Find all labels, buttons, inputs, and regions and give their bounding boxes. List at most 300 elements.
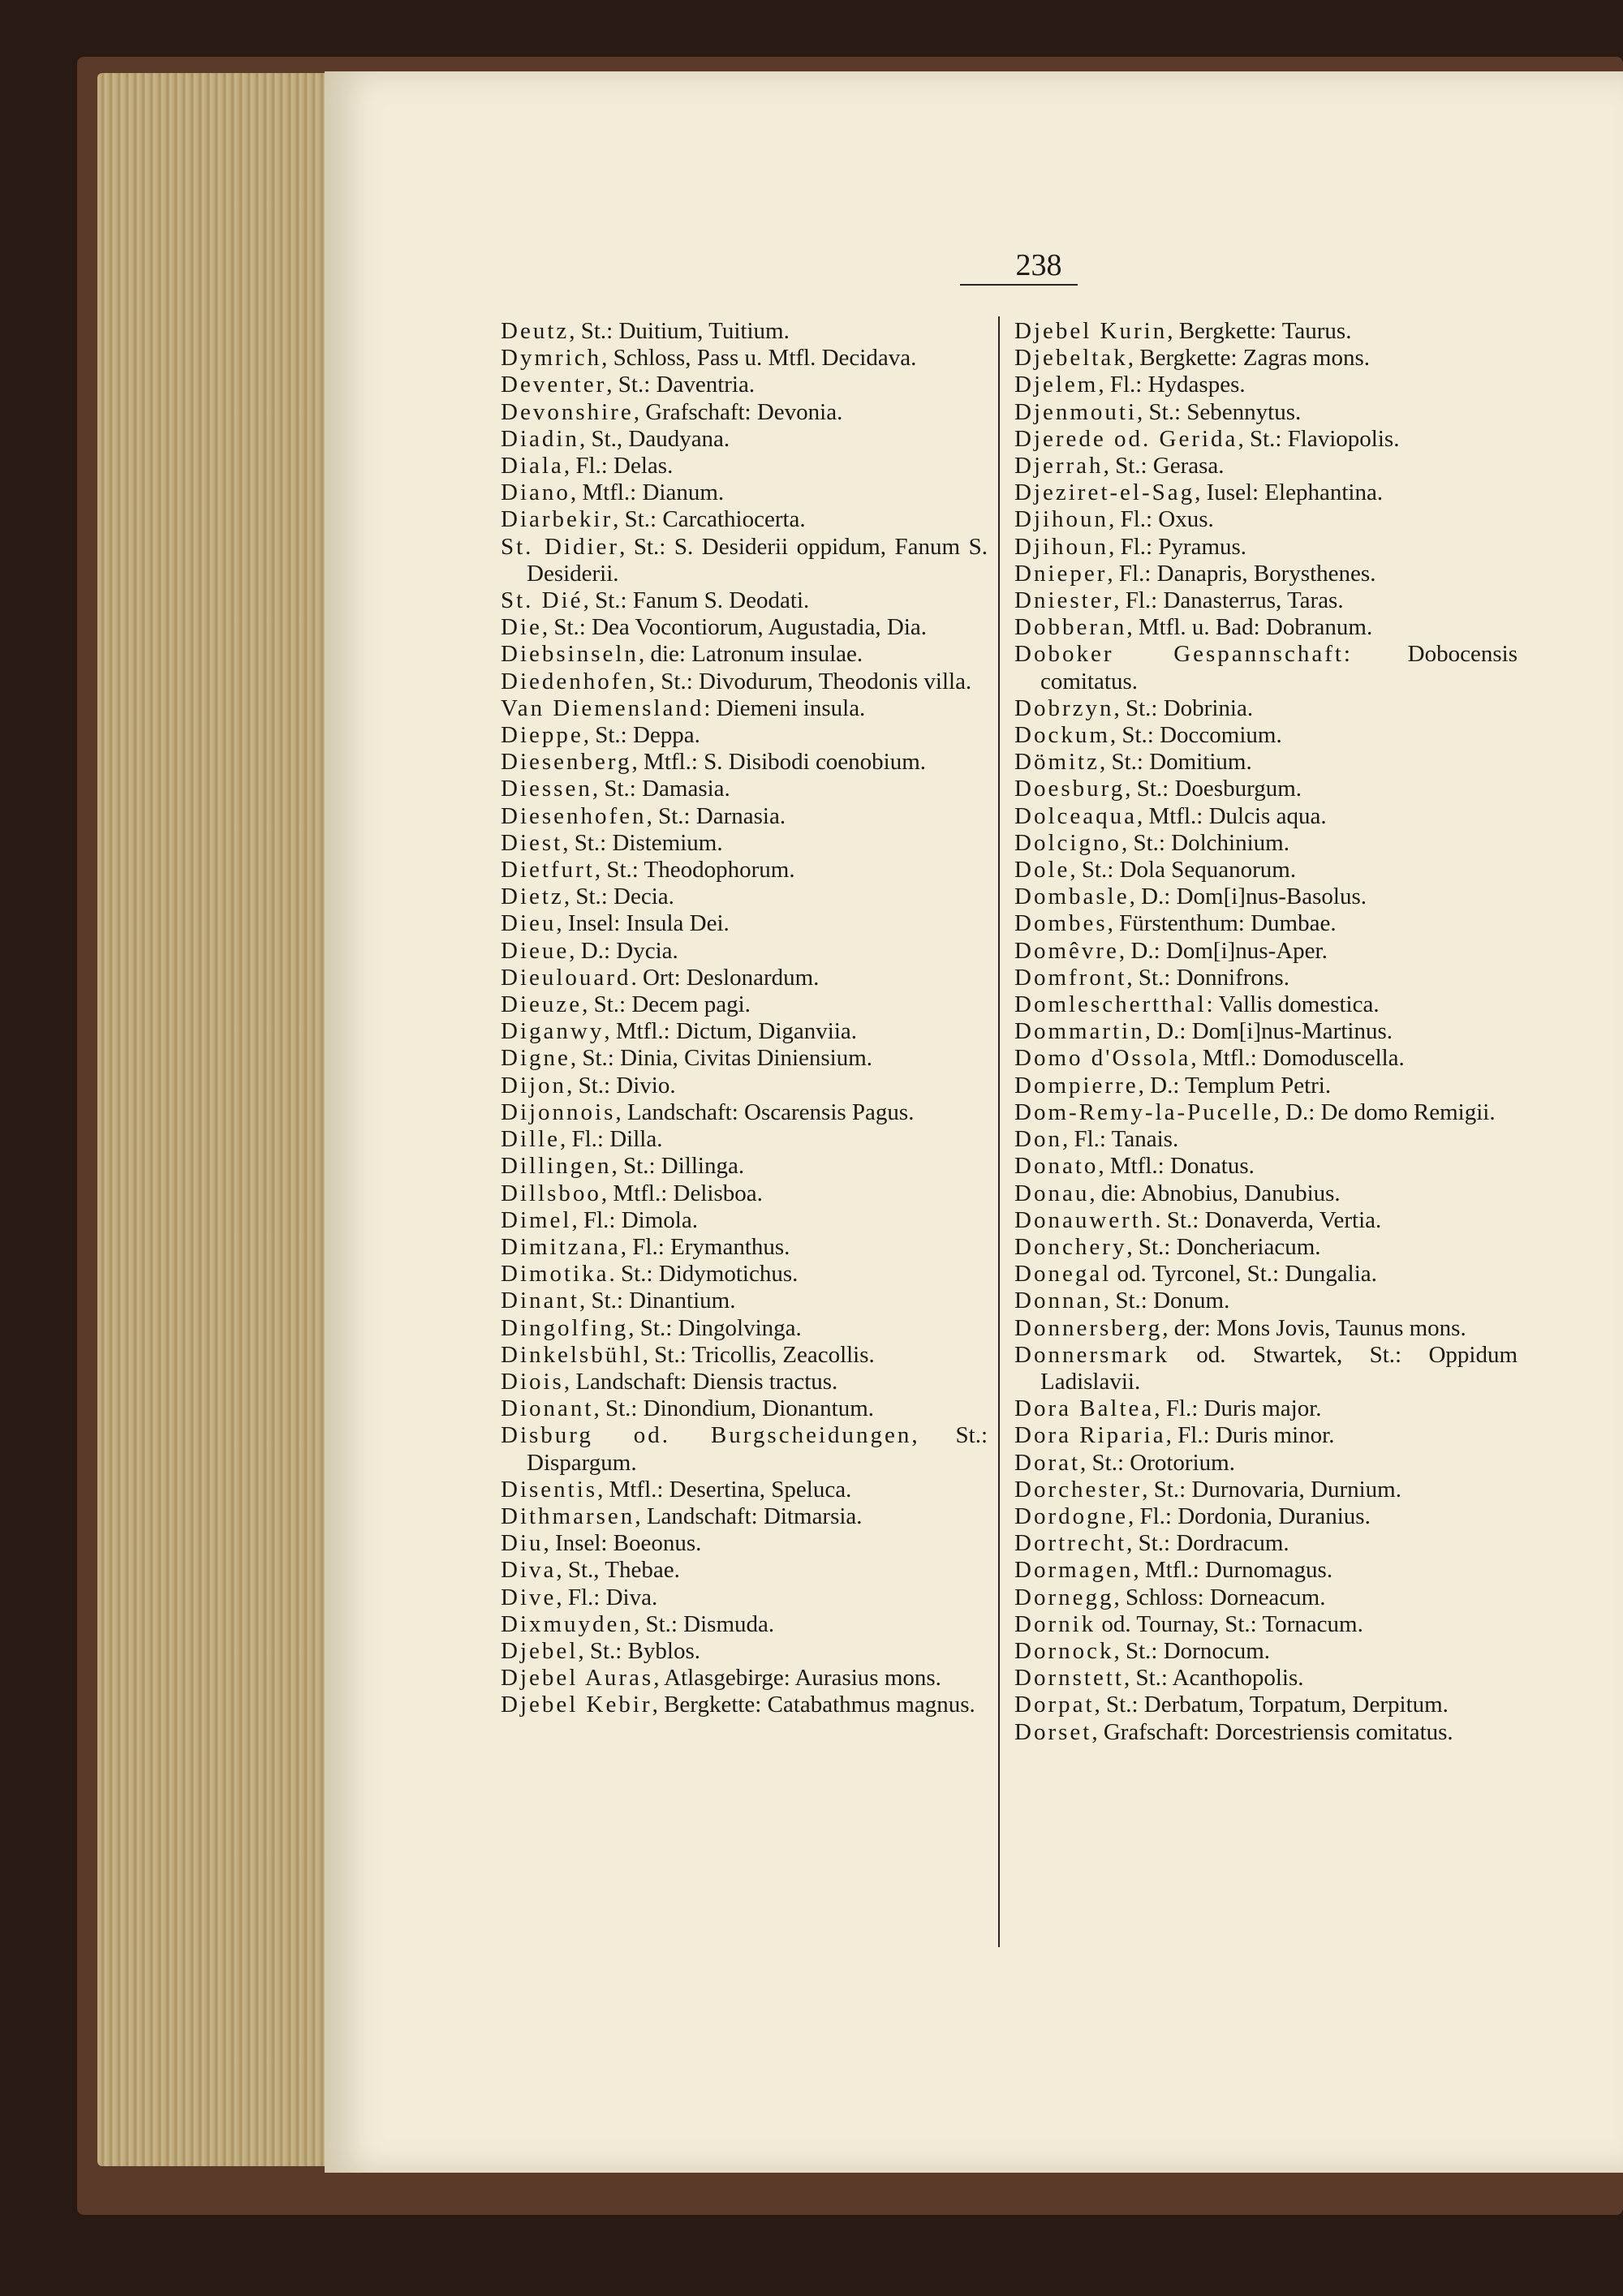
entry-definition: , D.: Dycia.: [569, 937, 678, 964]
dictionary-entry: [1014, 1153, 1518, 1180]
entry-headword: Dnieper: [1014, 560, 1108, 587]
entry-headword: Dobrzyn: [1014, 694, 1114, 721]
entry-headword: Donchery: [1014, 1233, 1127, 1260]
dictionary-entry: [501, 506, 988, 533]
dictionary-entry: [1014, 318, 1518, 345]
dictionary-entry: [1014, 1288, 1518, 1314]
dictionary-entry: [1014, 614, 1518, 641]
entry-definition: , St.: Distemium.: [562, 829, 723, 856]
entry-headword: Dniester: [1014, 587, 1114, 614]
entry-definition: , St.: Divio.: [566, 1072, 676, 1099]
entry-definition: , Fl.: Erymanthus.: [620, 1233, 790, 1260]
entry-definition: , Fl.: Dimola.: [571, 1206, 698, 1233]
dictionary-entry: [501, 910, 988, 937]
dictionary-entry: [501, 803, 988, 830]
entry-definition: , St.: Flaviopolis.: [1238, 425, 1400, 452]
dictionary-entry: [1014, 749, 1518, 776]
dictionary-entry: [1014, 1692, 1518, 1718]
entry-definition: , Schloss, Pass u. Mtfl. Decidava.: [601, 345, 917, 372]
dictionary-entry: [1014, 453, 1518, 479]
entry-definition: , Fl.: Danapris, Borysthenes.: [1107, 560, 1376, 587]
entry-headword: Dorset: [1014, 1718, 1092, 1745]
dictionary-entry: [501, 1530, 988, 1557]
entry-headword: Dordogne: [1014, 1503, 1128, 1529]
entry-definition: , Fl.: Oxus.: [1109, 506, 1214, 533]
entry-headword: Djerede od. Gerida: [1014, 425, 1238, 452]
entry-headword: Dinant: [501, 1288, 579, 1314]
entry-definition: , Fl.: Pyramus.: [1109, 533, 1247, 560]
entry-headword: Djihoun: [1014, 533, 1109, 560]
entry-headword: Dolceaqua: [1014, 802, 1137, 829]
entry-headword: Dimotika: [501, 1261, 609, 1288]
dictionary-entry: [1014, 1450, 1518, 1477]
entry-headword: St. Didier: [501, 533, 620, 560]
dictionary-entry: [1014, 1477, 1518, 1503]
entry-definition: , Mtfl.: Dictum, Diganviia.: [604, 1018, 858, 1045]
entry-definition: , St.: Acanthopolis.: [1123, 1665, 1304, 1692]
dictionary-entry: [501, 669, 988, 695]
entry-headword: Dormagen: [1014, 1557, 1134, 1584]
dictionary-entry: [501, 1584, 988, 1611]
entry-headword: Djelem: [1014, 372, 1099, 398]
dictionary-entry: [1014, 1584, 1518, 1611]
entry-definition: , Mtfl.: S. Disibodi coenobium.: [631, 749, 927, 776]
entry-definition: od. Tournay, St.: Tornacum.: [1096, 1610, 1363, 1637]
entry-definition: , St.: Carcathiocerta.: [613, 506, 806, 533]
entry-definition: , St.: Doesburgum.: [1125, 776, 1302, 802]
entry-definition: , St., Thebae.: [556, 1557, 680, 1584]
dictionary-entry: [1014, 1638, 1518, 1665]
dictionary-entry: [1014, 534, 1518, 561]
entry-definition: , St., Daudyana.: [579, 425, 730, 452]
entry-definition: , St.: Durnovaria, Durnium.: [1142, 1476, 1401, 1503]
entry-definition: , St.: Donum.: [1103, 1288, 1230, 1314]
entry-definition: , St.: Darnasia.: [646, 802, 786, 829]
dictionary-entry: [1014, 1045, 1518, 1072]
header-rule: [960, 284, 1078, 286]
entry-headword: Dionant: [501, 1395, 594, 1422]
dictionary-entry: [501, 965, 988, 991]
entry-headword: Domêvre: [1014, 937, 1119, 964]
dictionary-entry: [501, 1342, 988, 1369]
dictionary-entry: [501, 1261, 988, 1288]
dictionary-entry: [1014, 587, 1518, 614]
dictionary-entry: [501, 1477, 988, 1503]
entry-headword: Dingolfing: [501, 1314, 629, 1341]
dictionary-entry: [1014, 641, 1518, 694]
dictionary-entry: [501, 749, 988, 776]
entry-definition: . St.: Didymotichus.: [609, 1261, 799, 1288]
entry-definition: , Fürstenthum: Dumbae.: [1107, 910, 1337, 937]
entry-headword: Diessen: [501, 776, 592, 802]
entry-headword: Diois: [501, 1368, 564, 1395]
entry-headword: Dora Riparia: [1014, 1422, 1166, 1449]
entry-definition: , Fl.: Delas.: [563, 453, 674, 479]
entry-headword: Dillsboo: [501, 1180, 601, 1206]
entry-definition: , D.: De domo Remigii.: [1273, 1099, 1496, 1125]
dictionary-entry: [501, 1395, 988, 1422]
page-edges: [97, 73, 341, 2166]
entry-headword: Diedenhofen: [501, 668, 649, 694]
entry-definition: , Insel: Boeonus.: [543, 1530, 702, 1557]
entry-definition: , die: Latronum insulae.: [638, 641, 863, 668]
entry-headword: Dietfurt: [501, 857, 595, 884]
dictionary-entry: [501, 587, 988, 614]
entry-definition: , St.: Dornocum.: [1113, 1637, 1271, 1664]
dictionary-entry: [1014, 1557, 1518, 1584]
dictionary-entry: [1014, 1315, 1518, 1342]
dictionary-entry: [501, 1638, 988, 1665]
entry-definition: : Vallis domestica.: [1206, 991, 1380, 1018]
dictionary-entry: [1014, 1180, 1518, 1207]
entry-headword: Djihoun: [1014, 506, 1109, 533]
entry-definition: , St.: Doccomium.: [1109, 722, 1282, 749]
entry-headword: Domleschertthal: [1014, 991, 1207, 1018]
entry-definition: , St.: Dordracum.: [1126, 1530, 1289, 1557]
dictionary-entry: [1014, 1395, 1518, 1422]
entry-headword: Disburg od. Burgscheidungen: [501, 1422, 912, 1449]
dictionary-entry: [501, 1315, 988, 1342]
entry-definition: , St.: Derbatum, Torpatum, Derpitum.: [1094, 1692, 1449, 1718]
dictionary-entry: [1014, 1261, 1518, 1288]
entry-definition: , St.: Donnifrons.: [1126, 964, 1289, 991]
entry-headword: Dillingen: [501, 1153, 612, 1180]
entry-definition: , Bergkette: Zagras mons.: [1127, 345, 1370, 372]
entry-headword: Djerrah: [1014, 453, 1104, 479]
entry-headword: Diest: [501, 829, 563, 856]
dictionary-entry: [501, 1665, 988, 1692]
entry-definition: . Ort: Deslonardum.: [631, 964, 820, 991]
entry-headword: Doboker Gespannschaft: [1014, 641, 1344, 668]
entry-headword: Dijon: [501, 1072, 567, 1099]
dictionary-entry: [1014, 1234, 1518, 1261]
entry-definition: od. Tyrconel, St.: Dungalia.: [1111, 1261, 1377, 1288]
entry-definition: , St.: Dola Sequanorum.: [1070, 857, 1297, 884]
dictionary-entry: [501, 1611, 988, 1638]
entry-headword: Diarbekir: [501, 506, 613, 533]
entry-definition: , St.: Byblos.: [578, 1637, 700, 1664]
dictionary-entry: [1014, 1665, 1518, 1692]
entry-headword: Djenmouti: [1014, 398, 1138, 425]
entry-headword: Diadin: [501, 425, 579, 452]
dictionary-entry: [501, 1126, 988, 1153]
entry-definition: , Fl.: Duris major.: [1154, 1395, 1322, 1422]
entry-definition: , St.: Gerasa.: [1103, 453, 1225, 479]
entry-definition: , St.: Fanum S. Deodati.: [583, 587, 810, 614]
entry-headword: Dockum: [1014, 722, 1110, 749]
entry-definition: , St.: Duitium, Tuitium.: [569, 318, 790, 344]
entry-definition: : Diemeni insula.: [704, 694, 866, 721]
entry-headword: Donato: [1014, 1153, 1099, 1180]
entry-headword: Dieulouard: [501, 964, 631, 991]
entry-definition: , St.: S. Desiderii oppidum, Fanum S. Desiderii.: [527, 533, 988, 587]
entry-headword: Deutz: [501, 318, 570, 344]
entry-definition: , Grafschaft: Dorcestriensis comitatus.: [1091, 1718, 1453, 1745]
entry-headword: Dithmarsen: [501, 1503, 635, 1529]
entry-definition: , St.: Decia.: [563, 884, 674, 910]
entry-headword: Dobberan: [1014, 614, 1127, 641]
entry-definition: , St.: Dobrinia.: [1113, 694, 1254, 721]
dictionary-entry: [501, 372, 988, 398]
entry-headword: St. Dié: [501, 587, 583, 614]
entry-definition: , Iusel: Elephantina.: [1195, 479, 1384, 506]
entry-headword: Dömitz: [1014, 749, 1100, 776]
entry-headword: Djebeltak: [1014, 345, 1128, 372]
dictionary-entry: [1014, 561, 1518, 587]
entry-definition: , Landschaft: Ditmarsia.: [635, 1503, 863, 1529]
dictionary-entry: [501, 991, 988, 1018]
entry-headword: Dora Baltea: [1014, 1395, 1155, 1422]
dictionary-entry: [1014, 776, 1518, 802]
entry-definition: , St.: Damasia.: [592, 776, 730, 802]
dictionary-entry: [1014, 1207, 1518, 1234]
entry-headword: Diganwy: [501, 1018, 605, 1045]
entry-definition: , St.: Divodurum, Theodonis villa.: [648, 668, 972, 694]
entry-headword: Dornstett: [1014, 1665, 1124, 1692]
entry-headword: Djebel: [501, 1637, 579, 1664]
entry-definition: , St.: Dispargum.: [527, 1422, 988, 1476]
dictionary-entry: [501, 1153, 988, 1180]
entry-headword: Diu: [501, 1530, 544, 1557]
dictionary-entry: [1014, 830, 1518, 857]
entry-headword: Die: [501, 614, 542, 641]
entry-definition: , St.: Dolchinium.: [1121, 829, 1289, 856]
entry-definition: , St.: Dingolvinga.: [628, 1314, 802, 1341]
entry-definition: , St.: Dillinga.: [611, 1153, 745, 1180]
entry-headword: Dymrich: [501, 345, 602, 372]
dictionary-entry: [1014, 479, 1518, 506]
entry-headword: Devonshire: [501, 398, 634, 425]
entry-headword: Dornik: [1014, 1610, 1096, 1637]
entry-definition: , Landschaft: Diensis tractus.: [563, 1368, 838, 1395]
entry-definition: , St.: Decem pagi.: [582, 991, 751, 1018]
entry-definition: , Fl.: Dordonia, Duranius.: [1127, 1503, 1371, 1529]
dictionary-entry: [501, 884, 988, 910]
entry-headword: Dieue: [501, 937, 570, 964]
dictionary-entry: [1014, 399, 1518, 426]
dictionary-entry: [501, 1018, 988, 1045]
dictionary-entry: [501, 318, 988, 345]
entry-headword: Donnan: [1014, 1288, 1104, 1314]
entry-definition: , St.: Domitium.: [1100, 749, 1252, 776]
entry-definition: , St.: Dismuda.: [633, 1610, 775, 1637]
entry-headword: Dornegg: [1014, 1584, 1114, 1610]
entry-headword: Djebel Kebir: [501, 1692, 652, 1718]
dictionary-entry: [1014, 1073, 1518, 1099]
dictionary-entry: [1014, 1422, 1518, 1449]
dictionary-entry: [1014, 372, 1518, 398]
entry-headword: Dole: [1014, 857, 1070, 884]
entry-definition: , Fl.: Diva.: [556, 1584, 658, 1610]
entry-definition: , Mtfl.: Domoduscella.: [1190, 1045, 1405, 1072]
entry-headword: Dorchester: [1014, 1476, 1143, 1503]
entry-definition: , Insel: Insula Dei.: [556, 910, 730, 937]
entry-headword: Dijonnois: [501, 1099, 616, 1125]
dictionary-entry: [501, 1180, 988, 1207]
entry-headword: Dombasle: [1014, 884, 1130, 910]
dictionary-entry: [501, 1207, 988, 1234]
entry-definition: , Mtfl.: Durnomagus.: [1133, 1557, 1333, 1584]
entry-definition: , Bergkette: Catabathmus magnus.: [652, 1692, 975, 1718]
dictionary-entry: [1014, 857, 1518, 884]
dictionary-entry: [501, 1369, 988, 1395]
entry-headword: Dompierre: [1014, 1072, 1139, 1099]
dictionary-entry: [501, 479, 988, 506]
entry-definition: , Mtfl.: Delisboa.: [601, 1180, 763, 1206]
dictionary-entry: [501, 345, 988, 372]
entry-definition: , St.: Dea Vocontiorum, Augustadia, Dia.: [541, 614, 928, 641]
entry-headword: Dom-Remy-la-Pucelle: [1014, 1099, 1274, 1125]
dictionary-entry: [501, 830, 988, 857]
dictionary-entry: [501, 1557, 988, 1584]
entry-definition: , St.: Dinantium.: [579, 1288, 736, 1314]
entry-headword: Dimel: [501, 1206, 572, 1233]
entry-headword: Dive: [501, 1584, 557, 1610]
entry-headword: Donau: [1014, 1180, 1090, 1206]
entry-headword: Dorpat: [1014, 1692, 1095, 1718]
entry-definition: , Mtfl.: Dianum.: [570, 479, 725, 506]
entry-definition: , St.: Deppa.: [583, 722, 700, 749]
column-divider: [998, 316, 1000, 1947]
entry-definition: , St.: Dinia, Civitas Diniensium.: [570, 1045, 873, 1072]
entry-headword: Van Diemensland: [501, 694, 704, 721]
entry-headword: Diva: [501, 1557, 557, 1584]
entry-definition: , Fl.: Danasterrus, Taras.: [1113, 587, 1344, 614]
dictionary-entry: [1014, 695, 1518, 722]
entry-definition: , Mtfl.: Donatus.: [1098, 1153, 1255, 1180]
dictionary-entry: [501, 776, 988, 802]
entry-headword: Dombes: [1014, 910, 1108, 937]
entry-headword: Dixmuyden: [501, 1610, 634, 1637]
entry-definition: , Grafschaft: Devonia.: [633, 398, 843, 425]
entry-headword: Domo d'Ossola: [1014, 1045, 1191, 1072]
entry-headword: Dommartin: [1014, 1018, 1145, 1045]
entry-definition: , Mtfl. u. Bad: Dobranum.: [1126, 614, 1373, 641]
dictionary-entry: [1014, 965, 1518, 991]
dictionary-entry: [1014, 1503, 1518, 1530]
entry-headword: Disentis: [501, 1476, 598, 1503]
entry-definition: , St.: Doncheriacum.: [1126, 1233, 1321, 1260]
dictionary-entry: [1014, 426, 1518, 453]
dictionary-entry: [501, 1234, 988, 1261]
dictionary-entry: [501, 453, 988, 479]
entry-headword: Donegal: [1014, 1261, 1112, 1288]
entry-headword: Dortrecht: [1014, 1530, 1127, 1557]
dictionary-entry: [1014, 1719, 1518, 1746]
dictionary-entry: [501, 695, 988, 722]
entry-definition: , St.: Dinondium, Dionantum.: [593, 1395, 875, 1422]
entry-headword: Dimitzana: [501, 1233, 621, 1260]
entry-headword: Deventer: [501, 372, 607, 398]
entry-headword: Djebel Kurin: [1014, 318, 1168, 344]
dictionary-entry: [501, 426, 988, 453]
entry-definition: , D.: Dom[i]nus-Martinus.: [1144, 1018, 1393, 1045]
entry-definition: , Fl.: Hydaspes.: [1098, 372, 1246, 398]
entry-definition: , Schloss: Dorneacum.: [1113, 1584, 1326, 1610]
dictionary-entry: [501, 614, 988, 641]
entry-definition: , Atlasgebirge: Aurasius mons.: [653, 1665, 941, 1692]
entry-definition: , Fl.: Duris minor.: [1165, 1422, 1335, 1449]
entry-definition: , St.: Orotorium.: [1080, 1449, 1235, 1476]
dictionary-entry: [1014, 1342, 1518, 1395]
dictionary-entry: [501, 641, 988, 668]
right-column: [1014, 318, 1518, 1746]
entry-headword: Dornock: [1014, 1637, 1114, 1664]
entry-definition: , der: Mons Jovis, Taunus mons.: [1162, 1314, 1466, 1341]
dictionary-entry: [501, 938, 988, 965]
entry-definition: , Mtfl.: Dulcis aqua.: [1137, 802, 1327, 829]
dictionary-entry: [1014, 884, 1518, 910]
entry-headword: Domfront: [1014, 964, 1127, 991]
entry-headword: Djeziret-el-Sag: [1014, 479, 1195, 506]
entry-definition: , D.: Dom[i]nus-Basolus.: [1129, 884, 1367, 910]
dictionary-entry: [501, 534, 988, 587]
dictionary-entry: [1014, 938, 1518, 965]
dictionary-entry: [1014, 722, 1518, 749]
entry-headword: Dieppe: [501, 722, 583, 749]
dictionary-entry: [501, 1045, 988, 1072]
entry-headword: Dieuze: [501, 991, 583, 1018]
entry-headword: Diala: [501, 453, 564, 479]
dictionary-entry: [501, 722, 988, 749]
entry-definition: : Dobocensis comitatus.: [1040, 641, 1518, 694]
entry-headword: Donnersberg: [1014, 1314, 1163, 1341]
dictionary-entry: [1014, 345, 1518, 372]
entry-definition: , St.: Tricollis, Zeacollis.: [642, 1341, 875, 1368]
dictionary-entry: [501, 1099, 988, 1126]
entry-headword: Dolcigno: [1014, 829, 1121, 856]
dictionary-entry: [501, 1692, 988, 1718]
entry-definition: , Fl.: Tanais.: [1061, 1126, 1179, 1153]
dictionary-entry: [1014, 910, 1518, 937]
entry-definition: , die: Abnobius, Danubius.: [1089, 1180, 1341, 1206]
entry-headword: Dorat: [1014, 1449, 1081, 1476]
entry-definition: , Mtfl.: Desertina, Speluca.: [597, 1476, 852, 1503]
entry-headword: Djebel Auras: [501, 1665, 654, 1692]
entry-headword: Don: [1014, 1126, 1062, 1153]
entry-definition: , St.: Daventria.: [606, 372, 756, 398]
dictionary-entry: [1014, 1099, 1518, 1126]
entry-definition: , Landschaft: Oscarensis Pagus.: [615, 1099, 915, 1125]
dictionary-entry: [1014, 1018, 1518, 1045]
entry-headword: Dille: [501, 1126, 560, 1153]
dictionary-entry: [1014, 803, 1518, 830]
entry-headword: Dietz: [501, 884, 564, 910]
dictionary-entry: [501, 857, 988, 884]
dictionary-entry: [1014, 1530, 1518, 1557]
entry-headword: Donauwerth: [1014, 1206, 1156, 1233]
dictionary-entry: [1014, 991, 1518, 1018]
dictionary-entry: [1014, 1611, 1518, 1638]
dictionary-entry: [1014, 1126, 1518, 1153]
entry-headword: Diesenhofen: [501, 802, 647, 829]
entry-headword: Digne: [501, 1045, 570, 1072]
entry-definition: , D.: Templum Petri.: [1138, 1072, 1332, 1099]
entry-headword: Doesburg: [1014, 776, 1126, 802]
dictionary-entry: [501, 1073, 988, 1099]
entry-headword: Donnersmark: [1014, 1341, 1169, 1368]
dictionary-entry: [501, 1422, 988, 1476]
entry-definition: , St.: Sebennytus.: [1137, 398, 1302, 425]
dictionary-entry: [501, 1503, 988, 1530]
entry-definition: , D.: Dom[i]nus-Aper.: [1118, 937, 1328, 964]
dictionary-entry: [501, 1288, 988, 1314]
dictionary-entry: [1014, 506, 1518, 533]
entry-definition: , Fl.: Dilla.: [560, 1126, 663, 1153]
entry-definition: . St.: Donaverda, Vertia.: [1155, 1206, 1382, 1233]
entry-definition: , Bergkette: Taurus.: [1167, 318, 1352, 344]
entry-definition: od. Stwartek, St.: Oppidum Ladislavii.: [1040, 1341, 1518, 1395]
